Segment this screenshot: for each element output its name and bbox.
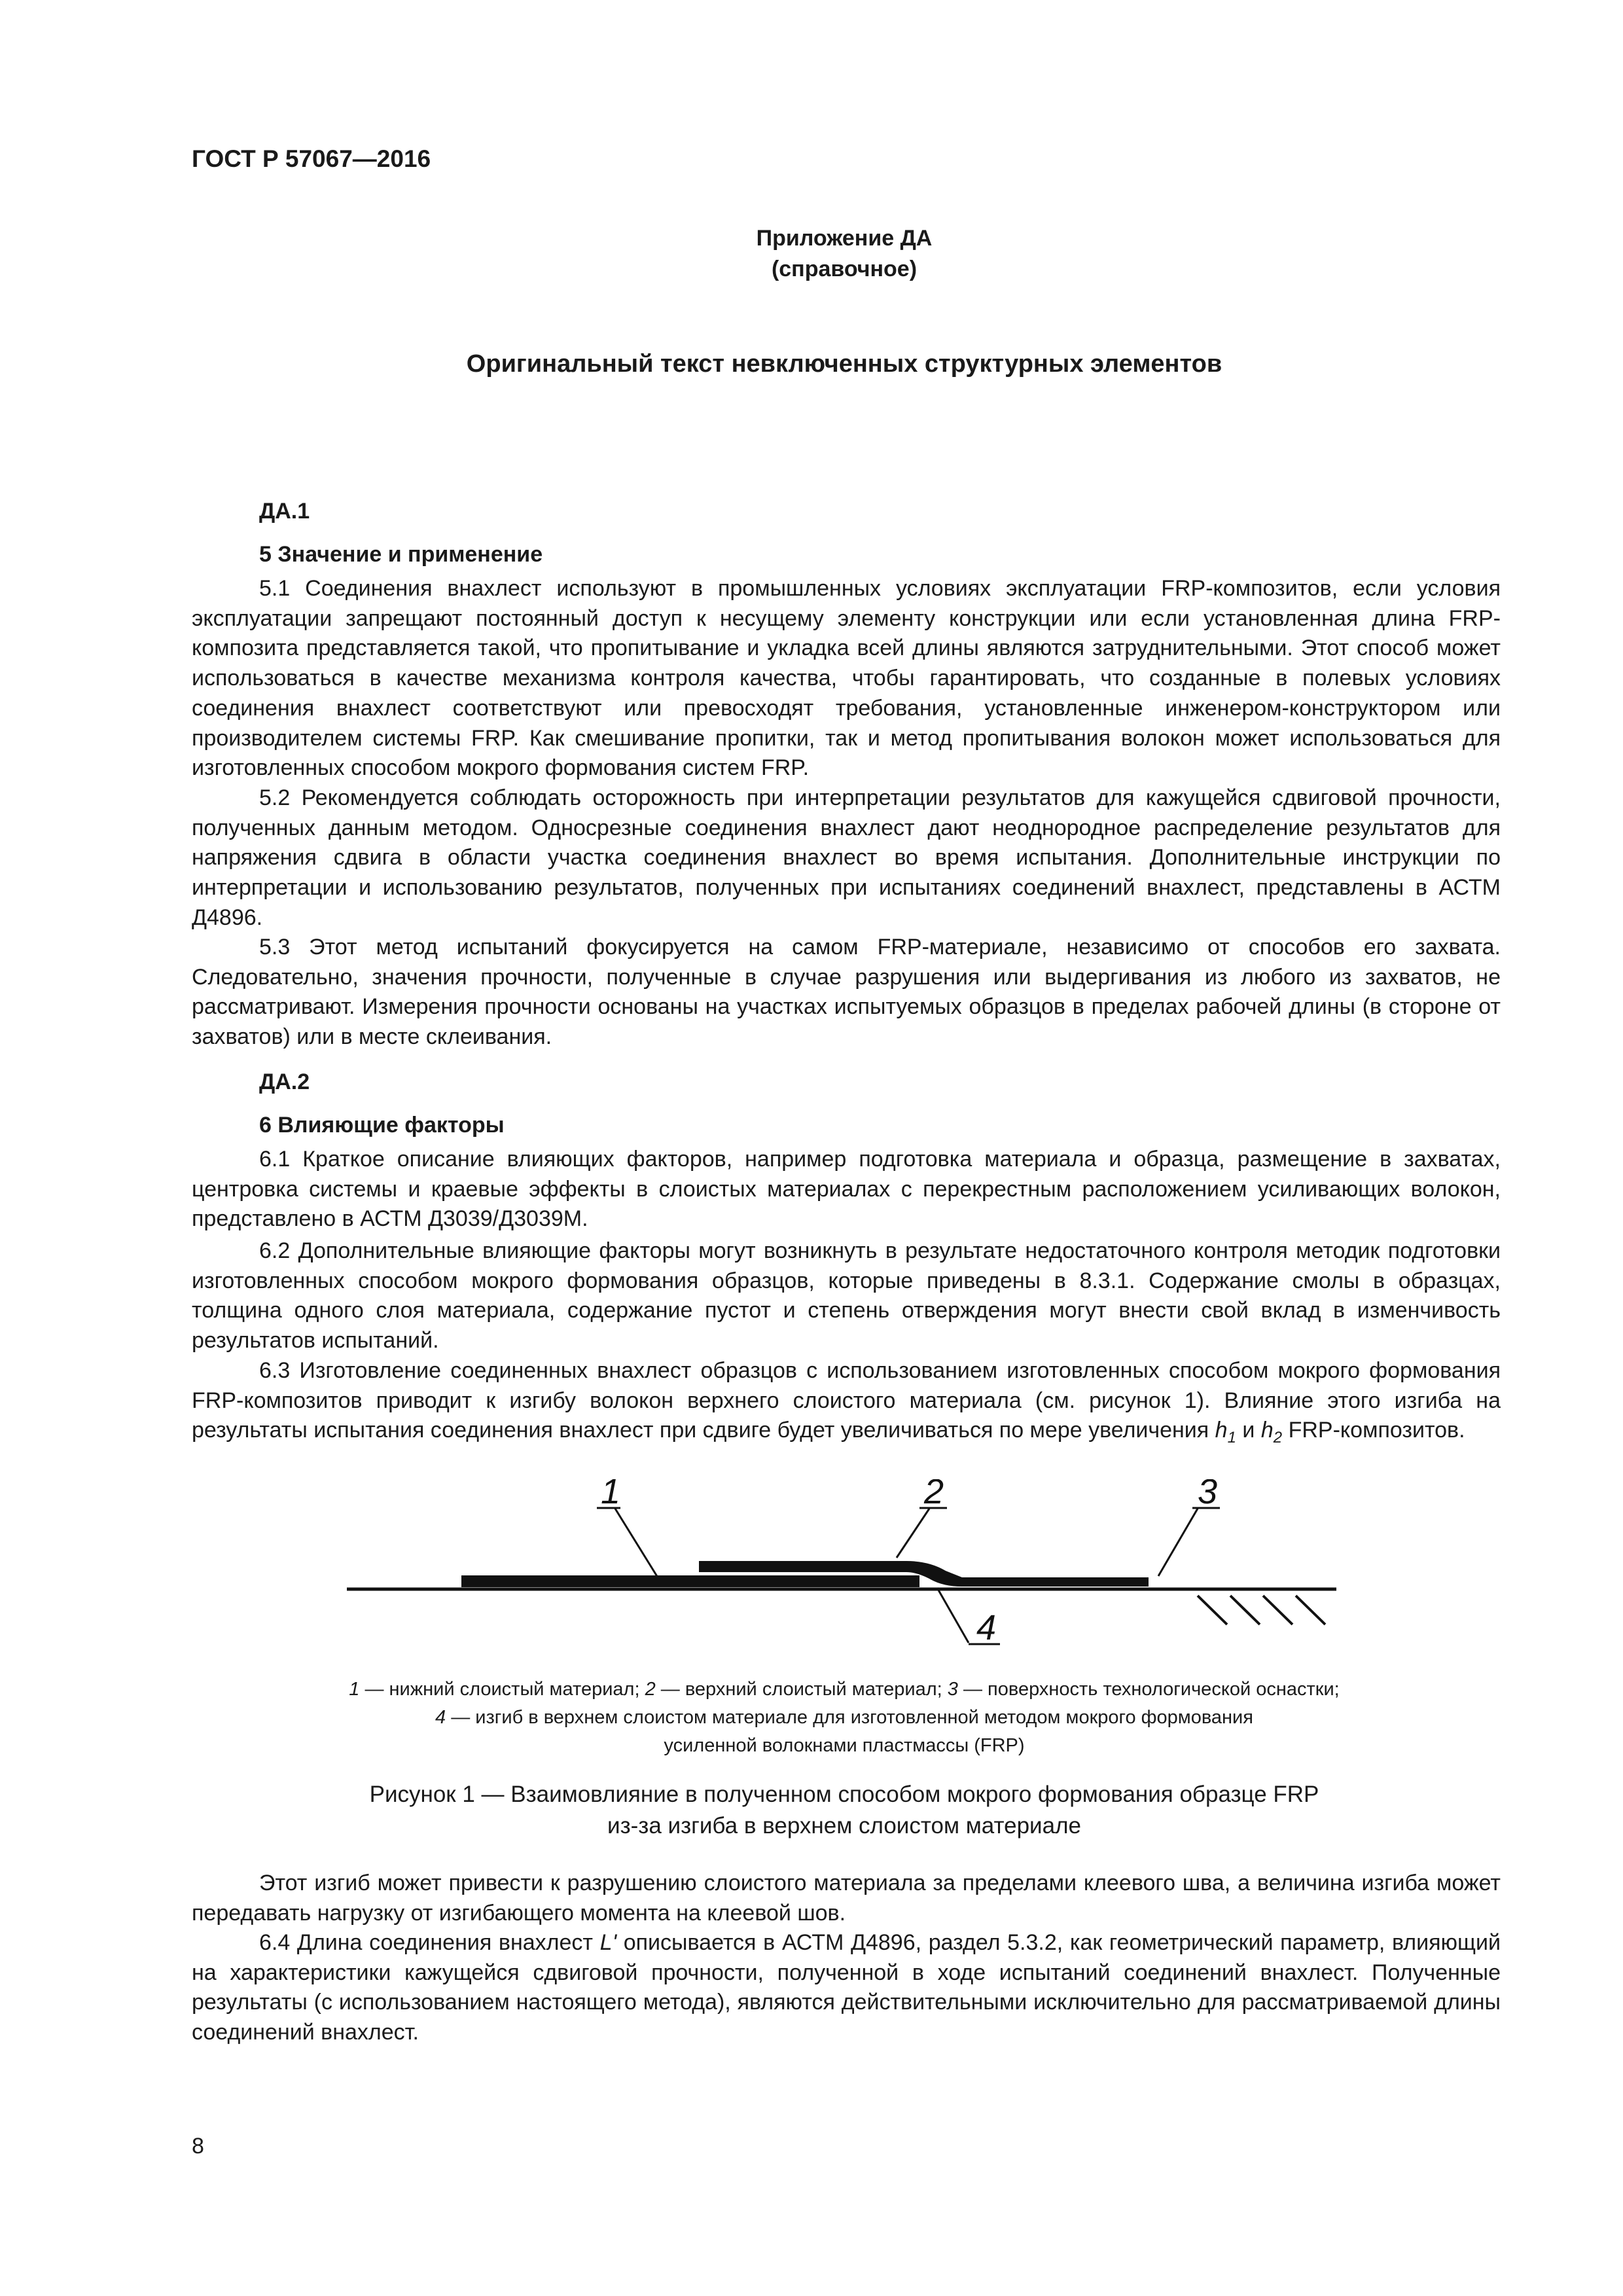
main-title: Оригинальный текст невключенных структурных элементов bbox=[466, 350, 1222, 378]
label-1: 1 bbox=[601, 1479, 621, 1511]
var-h2: $h_2$ bbox=[1260, 1418, 1283, 1447]
section-da2: ДА.2 bbox=[259, 1069, 310, 1094]
appendix-title: Приложение ДА bbox=[756, 226, 933, 251]
appendix-type: (справочное) bbox=[771, 257, 918, 281]
var-h1: $h_1$ bbox=[1215, 1418, 1236, 1447]
paragraph-6-1: 6.1 Краткое описание влияющих факторов, например подготовка материала и образца, размещение в захватах, центровка системы и краевые эффекты в слоистых материалах с перекрестным расположением усиливающих волокон, представлено в АСТМ Д3039/Д3039М. bbox=[192, 1147, 1501, 1232]
figure-legend-line-2: 4 — изгиб в верхнем слоистом материале для изготовленной методом мокрого формования bbox=[435, 1707, 1253, 1728]
paragraph-bend-note: Этот изгиб может привести к разрушению слоистого материала за пределами клеевого шва, а величина изгиба может передавать нагрузку от изгибающего момента на клеевой шов. bbox=[192, 1871, 1501, 1926]
paragraph-5-3: 5.3 Этот метод испытаний фокусируется на самом FRP-материале, независимо от способов его захвата. Следовательно, значения прочности, полученные в случае разрушения или выдергивания из любого из захватов, не рассматривают. Измерения прочности основаны на участках испытуемых образцов в пределах рабочей длины (в стороне от захватов) или в месте склеивания. bbox=[192, 935, 1501, 1050]
section-6-title: 6 Влияющие факторы bbox=[259, 1113, 505, 1138]
figure-legend-line-3: усиленной волокнами пластмассы (FRP) bbox=[664, 1735, 1025, 1756]
tool-surface bbox=[347, 1589, 1336, 1624]
lap-joint-figure bbox=[0, 1479, 1623, 1676]
label-3: 3 bbox=[1198, 1479, 1218, 1511]
paragraph-6-3-text: 6.3 Изготовление соединенных внахлест образцов с использованием изготовленных способом мокрого формования FRP-композитов приводит к изгибу волокон верхнего слоистого материала (см. рисунок 1). Влияние этого изгиба на результаты испытания соединения внахлест при сдвиге будет увеличиваться по мере увеличения bbox=[192, 1358, 1501, 1443]
figure-title-line-2: из-за изгиба в верхнем слоистом материале bbox=[607, 1813, 1081, 1839]
paragraph-6-2: 6.2 Дополнительные влияющие факторы могут возникнуть в результате недостаточного контроля методик подготовки изготовленных способом мокрого формования образцов, которые приведены в 8.3.1. Содержание смолы в образцах, толщина одного слоя материала, содержание пустот и степень отверждения могут внести свой вклад в изменчивость результатов испытаний. bbox=[192, 1238, 1501, 1354]
paragraph-5-2: 5.2 Рекомендуется соблюдать осторожность при интерпретации результатов для кажущейся сдвиговой прочности, полученных данным методом. Односрезные соединения внахлест дают неоднородное распределение результатов для напряжения сдвига в области участка соединения внахлест во время испытания. Дополнительные инструкции по интерпретации и использованию результатов, полученных при испытаниях соединений внахлест, представлены в АСТМ Д4896. bbox=[192, 785, 1501, 930]
standard-code: ГОСТ Р 57067—2016 bbox=[192, 145, 431, 172]
section-da1: ДА.1 bbox=[259, 499, 310, 524]
page-number: 8 bbox=[192, 2134, 204, 2159]
var-L: L' bbox=[599, 1930, 617, 1955]
paragraph-6-3: 6.3 Изготовление соединенных внахлест образцов с использованием изготовленных способом мокрого формования FRP-композитов приводит к изгибу волокон верхнего слоистого материала (см. рисунок 1). Влияние этого изгиба на результаты испытания соединения внахлест при сдвиге будет увеличиваться по мере увеличения $h_1$ и $h_2$ FRP-композитов. bbox=[192, 1358, 1501, 1447]
figure-title-line-1: Рисунок 1 — Взаимовлияние в полученном способом мокрого формования образце FRP bbox=[369, 1782, 1319, 1807]
paragraph-6-4: 6.4 Длина соединения внахлест L' описывается в АСТМ Д4896, раздел 5.3.2, как геометрический параметр, влияющий на характеристики кажущейся сдвиговой прочности, полученной в ходе испытаний соединений внахлест. Полученные результаты (с использованием настоящего метода), являются действительными исключительно для рассматриваемой длины соединений внахлест. bbox=[192, 1930, 1501, 2045]
label-2: 2 bbox=[924, 1479, 944, 1511]
bottom-laminate bbox=[461, 1575, 919, 1587]
paragraph-5-1: 5.1 Соединения внахлест используют в промышленных условиях эксплуатации FRP-композитов, если условия эксплуатации запрещают постоянный доступ к несущему элементу конструкции или если установленная длина FRP-композита представляется такой, что пропитывание и укладка всей длины являются затруднительными. Этот способ может использоваться в качестве механизма контроля качества, чтобы гарантировать, что созданные в полевых условиях соединения внахлест соответствуют или превосходят требования, установленные инженером-конструктором или производителем системы FRP. Как смешивание пропитки, так и метод пропитывания волокон может использоваться для изготовленных способом мокрого формования систем FRP. bbox=[192, 576, 1501, 781]
section-5-title: 5 Значение и применение bbox=[259, 542, 543, 567]
label-4: 4 bbox=[976, 1608, 997, 1647]
figure-legend-line-1: 1 — нижний слоистый материал; 2 — верхний слоистый материал; 3 — поверхность технологической оснастки; bbox=[349, 1679, 1340, 1700]
